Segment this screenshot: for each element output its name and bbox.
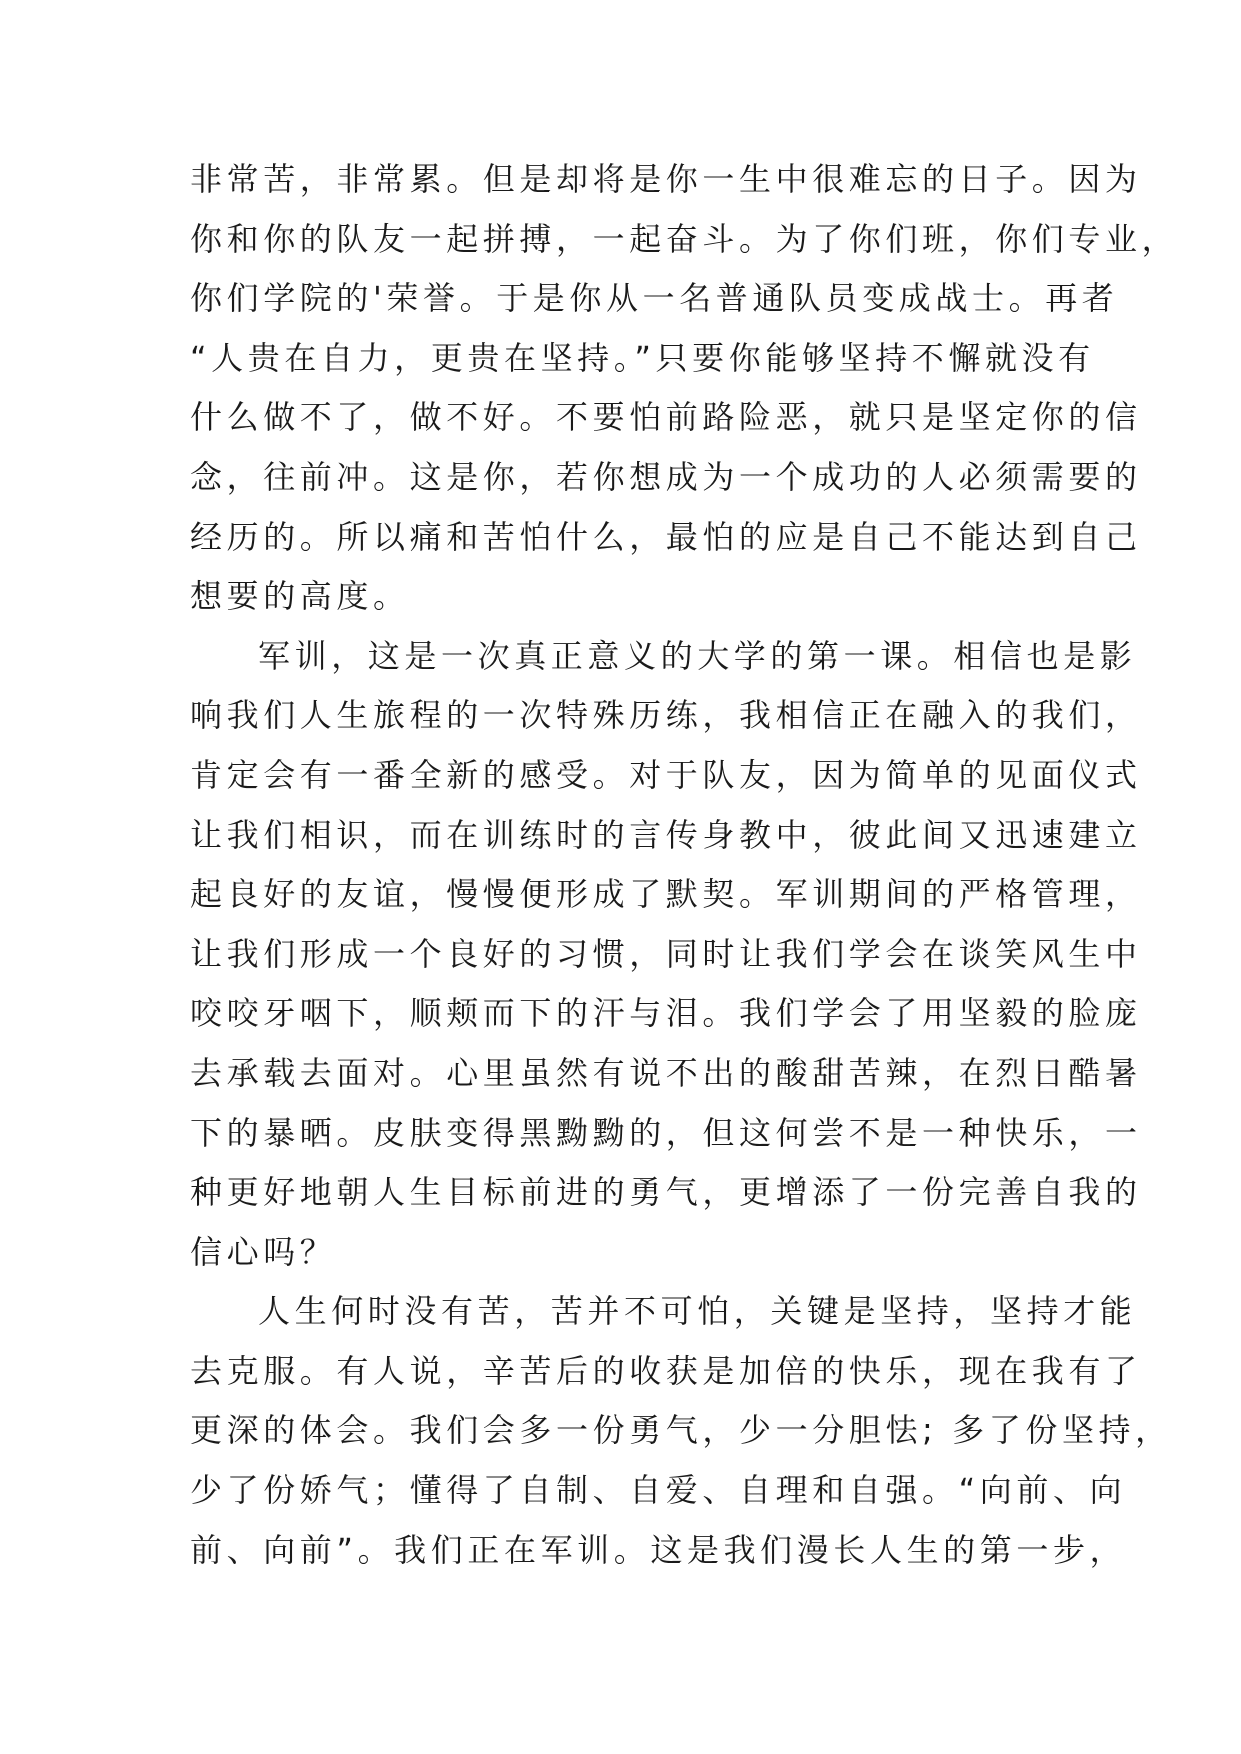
text-line: 让我们形成一个良好的习惯，同时让我们学会在谈笑风生中 [190,934,1142,973]
text-line: 非常苦，非常累。但是却将是你一生中很难忘的日子。因为 [190,160,1142,198]
paragraph-start-line: 军训，这是一次真正意义的大学的第一课。相信也是影 [258,636,1137,675]
text-line: 经历的。所以痛和苦怕什么，最怕的应是自己不能达到自己 [190,517,1142,556]
text-line: 前、向前”。我们正在军训。这是我们漫长人生的第一步， [190,1530,1127,1569]
text-line: 信心吗？ [190,1232,337,1271]
text-line: 让我们相识，而在训练时的言传身教中，彼此间又迅速建立 [190,815,1142,854]
text-line: 想要的高度。 [190,577,410,616]
text-line: 种更好地朝人生目标前进的勇气，更增添了一份完善自我的 [190,1173,1142,1212]
text-line: 你和你的队友一起拼搏，一起奋斗。为了你们班，你们专业， [190,219,1179,258]
text-line: 下的暴晒。皮肤变得黑黝黝的，但这何尝不是一种快乐，一 [190,1113,1142,1152]
text-line: 去克服。有人说，辛苦后的收获是加倍的快乐，现在我有了 [190,1351,1142,1390]
text-line: 响我们人生旅程的一次特殊历练，我相信正在融入的我们， [190,696,1142,735]
text-line: 少了份娇气；懂得了自制、自爱、自理和自强。“向前、向 [190,1471,1127,1510]
paragraph-start-line: 人生何时没有苦，苦并不可怕，关键是坚持，坚持才能 [258,1292,1137,1331]
body-text [190,150,1179,1580]
text-line: 你们学院的'荣誉。于是你从一名普通队员变成战士。再者 [190,279,1119,318]
text-line: 念，往前冲。这是你，若你想成为一个成功的人必须需要的 [190,457,1142,496]
text-line: 起良好的友谊，慢慢便形成了默契。军训期间的严格管理， [190,875,1142,914]
text-line: 更深的体会。我们会多一份勇气，少一分胆怯; 多了份坚持， [190,1411,1172,1450]
text-line: “人贵在自力，更贵在坚持。”只要你能够坚持不懈就没有 [190,338,1095,377]
text-line: 什么做不了，做不好。不要怕前路险恶，就只是坚定你的信 [190,398,1142,437]
text-line: 咬咬牙咽下，顺颊而下的汗与泪。我们学会了用坚毅的脸庞 [190,994,1142,1033]
text-line: 肯定会有一番全新的感受。对于队友，因为简单的见面仪式 [190,755,1142,794]
text-line: 去承载去面对。心里虽然有说不出的酸甜苦辣，在烈日酷暑 [190,1053,1142,1092]
